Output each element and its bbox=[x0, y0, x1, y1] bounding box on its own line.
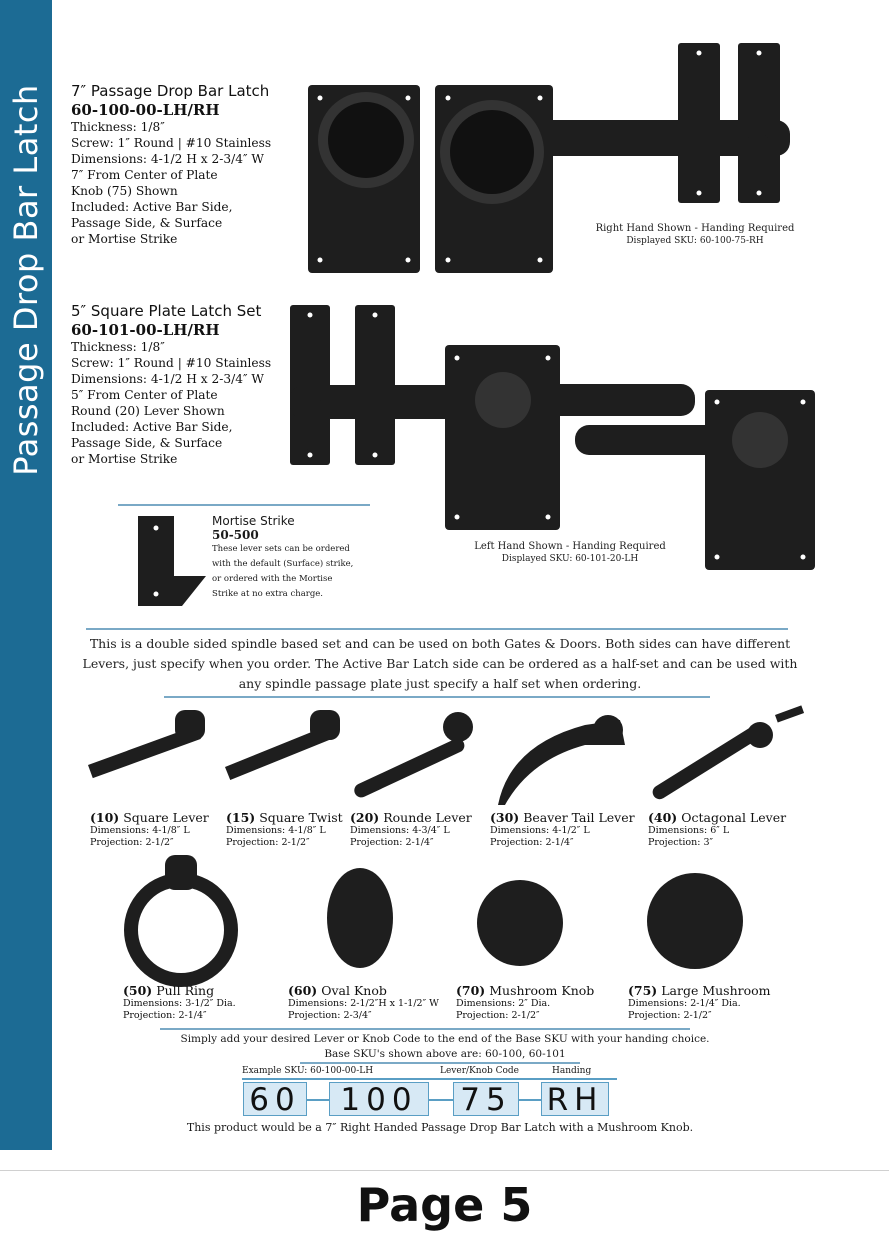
lever-code: (10) bbox=[90, 810, 120, 825]
lever-dimensions: Dimensions: 4-1/8″ L bbox=[226, 825, 326, 836]
lever-code: (30) bbox=[490, 810, 520, 825]
lever-projection: Projection: 2-1/4″ bbox=[350, 837, 434, 848]
lever-label bbox=[490, 810, 635, 825]
lever-dimensions: Dimensions: 6″ L bbox=[648, 825, 730, 836]
product1-spec-line: Included: Active Bar Side, bbox=[71, 200, 233, 214]
handing-label: Handing bbox=[552, 1066, 592, 1076]
square-twist-icon bbox=[225, 710, 340, 780]
knob-name: Mushroom Knob bbox=[489, 983, 595, 998]
knob-code: (75) bbox=[628, 983, 658, 998]
lever-item bbox=[90, 810, 209, 849]
product2-spec-line: Screw: 1″ Round | #10 Stainless bbox=[71, 356, 272, 370]
lever-name: Rounde Lever bbox=[383, 810, 472, 825]
mortise-strike-image bbox=[136, 514, 208, 608]
knob-item bbox=[288, 983, 439, 1022]
knob-projection: Projection: 2-3/4″ bbox=[288, 1010, 372, 1021]
product2-spec-line: Passage Side, & Surface bbox=[71, 436, 223, 450]
product1-spec-line: or Mortise Strike bbox=[71, 232, 178, 246]
knob-images bbox=[115, 855, 755, 985]
knob-code: (60) bbox=[288, 983, 318, 998]
lever-knob-code-label: Lever/Knob Code bbox=[440, 1066, 520, 1076]
product1-caption-line1: Right Hand Shown - Handing Required bbox=[595, 223, 795, 234]
product2-caption bbox=[460, 540, 680, 566]
product1-sku: 60-100-00-LH/RH bbox=[71, 101, 220, 119]
sku-segment-handing: RH bbox=[541, 1082, 609, 1116]
ordering-line2: Base SKU's shown above are: 60-100, 60-101 bbox=[324, 1048, 566, 1060]
product1-specs bbox=[71, 119, 271, 247]
knob-dimensions: Dimensions: 3-1/2″ Dia. bbox=[123, 998, 236, 1009]
lever-dimensions: Dimensions: 4-3/4″ L bbox=[350, 825, 450, 836]
knob-projection: Projection: 2-1/4″ bbox=[123, 1010, 207, 1021]
product1-spec-line: Thickness: 1/8″ bbox=[71, 120, 165, 134]
description-top-rule bbox=[86, 628, 788, 630]
lever-name: Beaver Tail Lever bbox=[523, 810, 635, 825]
lever-projection: Projection: 2-1/2″ bbox=[226, 837, 310, 848]
rounde-lever-icon bbox=[352, 712, 473, 800]
lever-dimensions: Dimensions: 4-1/2″ L bbox=[490, 825, 590, 836]
oval-knob-icon bbox=[327, 868, 393, 968]
sku-connector bbox=[519, 1099, 541, 1101]
sidebar-title: Passage Drop Bar Latch bbox=[7, 84, 45, 476]
mortise-sku: 50-500 bbox=[212, 528, 259, 542]
lever-name: Square Twist bbox=[259, 810, 343, 825]
lever-item bbox=[226, 810, 343, 849]
knob-name: Pull Ring bbox=[156, 983, 215, 998]
lever-name: Octagonal Lever bbox=[681, 810, 787, 825]
large-mushroom-icon bbox=[647, 873, 743, 969]
knob-projection: Projection: 2-1/2″ bbox=[628, 1010, 712, 1021]
product2-spec-line: Dimensions: 4-1/2 H x 2-3/4″ W bbox=[71, 372, 264, 386]
knob-label bbox=[123, 983, 236, 998]
mortise-desc-line: These lever sets can be ordered bbox=[212, 544, 350, 554]
product2-sku: 60-101-00-LH/RH bbox=[71, 321, 220, 339]
sku-segment-code: 75 bbox=[453, 1082, 519, 1116]
example-sku-label: Example SKU: 60-100-00-LH bbox=[242, 1066, 374, 1076]
ordering-mid-rule bbox=[300, 1062, 580, 1064]
knob-code: (70) bbox=[456, 983, 486, 998]
mortise-title: Mortise Strike bbox=[212, 514, 295, 528]
lever-name: Square Lever bbox=[123, 810, 209, 825]
knob-projection: Projection: 2-1/2″ bbox=[456, 1010, 540, 1021]
sidebar bbox=[0, 0, 52, 1150]
lever-label bbox=[350, 810, 472, 825]
knob-dimensions: Dimensions: 2-1/2″H x 1-1/2″ W bbox=[288, 998, 439, 1009]
product2-spec-line: Thickness: 1/8″ bbox=[71, 340, 165, 354]
product2-caption-line1: Left Hand Shown - Handing Required bbox=[474, 541, 666, 552]
product2-info bbox=[71, 302, 271, 467]
lever-code: (20) bbox=[350, 810, 380, 825]
ordering-instructions bbox=[100, 1032, 790, 1062]
sku-connector bbox=[307, 1099, 329, 1101]
lever-item bbox=[350, 810, 472, 849]
lever-projection: Projection: 2-1/2″ bbox=[90, 837, 174, 848]
product2-spec-line: or Mortise Strike bbox=[71, 452, 178, 466]
product2-latch-image bbox=[285, 300, 825, 575]
page-number: Page 5 bbox=[356, 1178, 533, 1232]
product1-spec-line: Passage Side, & Surface bbox=[71, 216, 223, 230]
sku-segment-base: 60 bbox=[243, 1082, 307, 1116]
sku-connector bbox=[429, 1099, 453, 1101]
knob-item bbox=[456, 983, 594, 1022]
product1-spec-line: Knob (75) Shown bbox=[71, 184, 178, 198]
ordering-footnote: This product would be a 7″ Right Handed Passage Drop Bar Latch with a Mushroom Knob. bbox=[186, 1121, 694, 1134]
knob-dimensions: Dimensions: 2-1/4″ Dia. bbox=[628, 998, 741, 1009]
sku-label-rule bbox=[242, 1078, 617, 1080]
pull-ring-icon bbox=[131, 880, 231, 980]
product2-spec-line: Included: Active Bar Side, bbox=[71, 420, 233, 434]
product2-specs bbox=[71, 339, 271, 467]
product2-spec-line: Round (20) Lever Shown bbox=[71, 404, 225, 418]
description-text: This is a double sided spindle based set and can be used on both Gates & Doors. Both sides can have different Levers, just specify when you order. The Active Bar Latch side can be ordered as a half-set and can be used with any spindle passage plate just specify a half set when ordering. bbox=[82, 636, 798, 691]
mortise-desc-line: or ordered with the Mortise bbox=[212, 574, 333, 584]
product1-info bbox=[71, 82, 271, 247]
description-bottom-rule bbox=[164, 696, 710, 698]
knob-name: Oval Knob bbox=[321, 983, 387, 998]
knob-code: (50) bbox=[123, 983, 153, 998]
mushroom-knob-icon bbox=[477, 880, 563, 966]
lever-images bbox=[80, 705, 810, 810]
knob-dimensions: Dimensions: 2″ Dia. bbox=[456, 998, 551, 1009]
product2-title: 5″ Square Plate Latch Set bbox=[71, 302, 262, 320]
lever-label bbox=[648, 810, 786, 825]
beaver-tail-lever-icon bbox=[498, 715, 625, 805]
product1-caption bbox=[580, 222, 810, 248]
product1-spec-line: Screw: 1″ Round | #10 Stainless bbox=[71, 136, 272, 150]
mortise-divider bbox=[118, 504, 370, 506]
lever-item bbox=[490, 810, 635, 849]
mortise-desc-line: with the default (Surface) strike, bbox=[212, 559, 354, 569]
lever-code: (15) bbox=[226, 810, 256, 825]
lever-item bbox=[648, 810, 786, 849]
lever-projection: Projection: 3″ bbox=[648, 837, 714, 848]
square-lever-icon bbox=[88, 710, 205, 778]
lever-projection: Projection: 2-1/4″ bbox=[490, 837, 574, 848]
knob-name: Large Mushroom bbox=[661, 983, 771, 998]
mortise-info bbox=[212, 514, 353, 602]
product1-spec-line: 7″ From Center of Plate bbox=[71, 168, 218, 182]
knob-label bbox=[288, 983, 439, 998]
lever-code: (40) bbox=[648, 810, 678, 825]
mortise-description bbox=[212, 542, 353, 602]
sku-segment-series: 100 bbox=[329, 1082, 429, 1116]
product1-spec-line: Dimensions: 4-1/2 H x 2-3/4″ W bbox=[71, 152, 264, 166]
ordering-top-rule bbox=[160, 1028, 690, 1030]
mortise-desc-line: Strike at no extra charge. bbox=[212, 589, 323, 599]
product2-caption-line2: Displayed SKU: 60-101-20-LH bbox=[501, 554, 639, 564]
lever-label bbox=[90, 810, 209, 825]
octagonal-lever-icon bbox=[650, 705, 804, 801]
product1-title: 7″ Passage Drop Bar Latch bbox=[71, 82, 270, 100]
knob-label bbox=[628, 983, 771, 998]
lever-dimensions: Dimensions: 4-1/8″ L bbox=[90, 825, 190, 836]
product1-caption-line2: Displayed SKU: 60-100-75-RH bbox=[626, 236, 764, 246]
product2-spec-line: 5″ From Center of Plate bbox=[71, 388, 218, 402]
lever-label bbox=[226, 810, 343, 825]
knob-item bbox=[628, 983, 771, 1022]
knob-label bbox=[456, 983, 594, 998]
ordering-line1: Simply add your desired Lever or Knob Code to the end of the Base SKU with your handing choice. bbox=[180, 1033, 710, 1045]
knob-item bbox=[123, 983, 236, 1022]
